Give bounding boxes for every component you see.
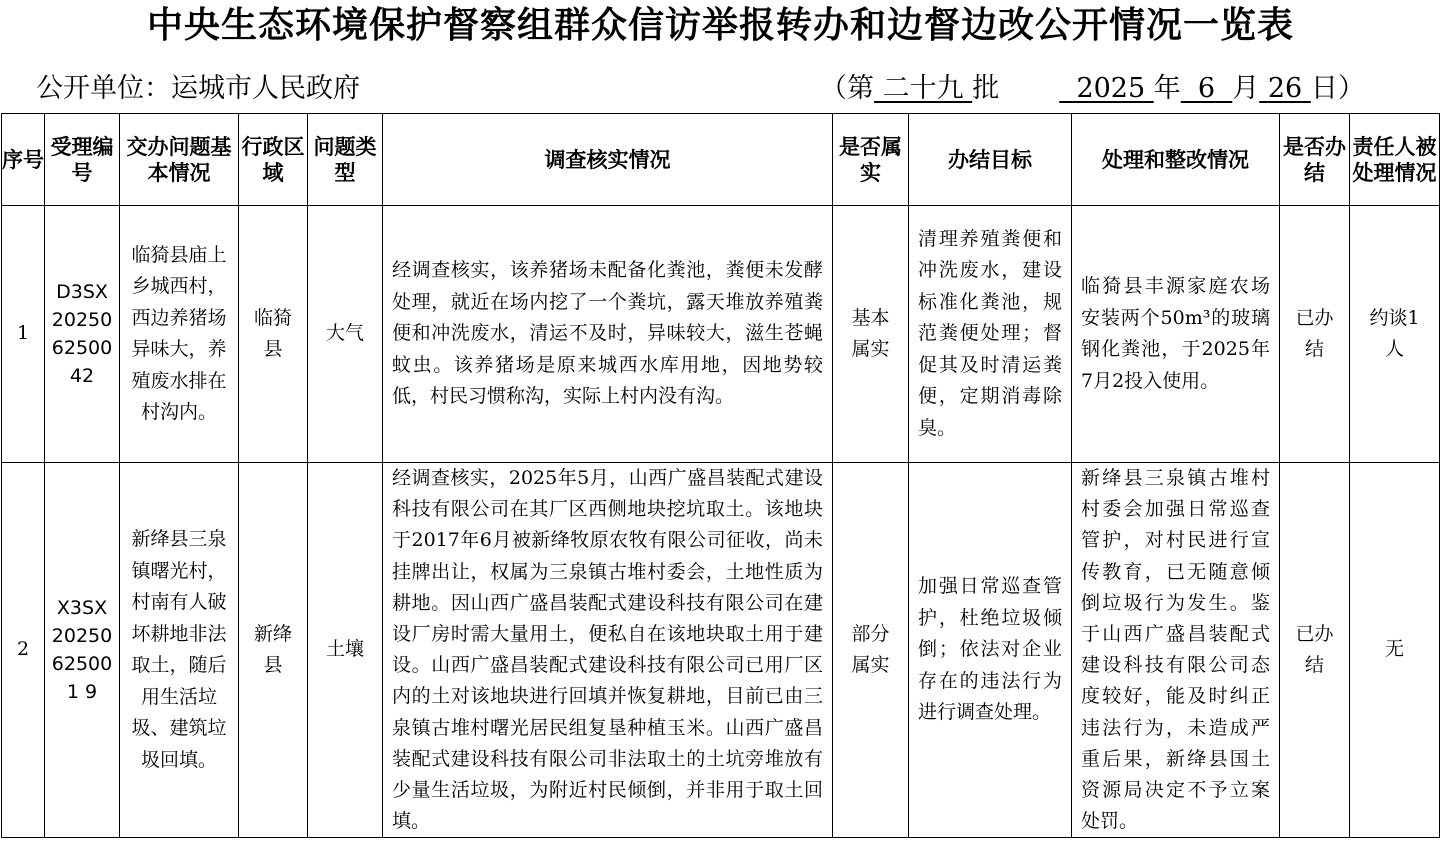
- cell-punish: 约谈1人: [1350, 206, 1440, 463]
- cell-issue: 临猗县庙上乡城西村，西边养猪场异味大，养殖废水排在村沟内。: [120, 206, 239, 463]
- cell-rectify: 新绛县三泉镇古堆村村委会加强日常巡查管护，对村民进行宣传教育，已无随意倾倒垃圾行为发生。鉴于山西广盛昌装配式建设科技有限公司态度较好，能及时纠正违法行为，未造成严重后果，新绛县国土资源局决定不予立案处罚。: [1072, 463, 1280, 838]
- cell-region: 临猗县: [239, 206, 308, 463]
- cell-type: 大气: [308, 206, 383, 463]
- date-year: 2025: [1076, 73, 1146, 104]
- header-region: 行政区域: [239, 114, 308, 206]
- header-issue: 交办问题基本情况: [120, 114, 239, 206]
- header-row: [2, 114, 1440, 206]
- cell-code: X3SX20250625001 9: [45, 463, 120, 838]
- cell-type: 土壤: [308, 463, 383, 838]
- cell-investigation: 经调查核实，2025年5月，山西广盛昌装配式建设科技有限公司在其厂区西侧地块挖坑取土。该地块于2017年6月被新绛牧原农牧有限公司征收，尚未挂牌出让，权属为三泉镇古堆村委会，土地性质为耕地。因山西广盛昌装配式建设科技有限公司在建设厂房时需大量用土，便私自在该地块取土用于建设。山西广盛昌装配式建设科技有限公司已用厂区内的土对该地块进行回填并恢复耕地，目前已由三泉镇古堆村曙光居民组复垦种植玉米。山西广盛昌装配式建设科技有限公司非法取土的土坑旁堆放有少量生活垃圾，为附近村民倾倒，并非用于取土回填。: [383, 463, 833, 838]
- header-investigation: 调查核实情况: [383, 114, 833, 206]
- header-no: 序号: [2, 114, 45, 206]
- date-day: 26: [1267, 73, 1303, 104]
- date-month: 6: [1197, 73, 1216, 104]
- cell-goal: 清理养殖粪便和冲洗废水，建设标准化粪池，规范粪便处理；督促其及时清运粪便，定期消毒除臭。: [909, 206, 1072, 463]
- header-code: 受理编号: [45, 114, 120, 206]
- publishing-unit: 公开单位：运城市人民政府: [36, 73, 360, 104]
- table-row: [2, 206, 1440, 463]
- year-word: 年: [1153, 73, 1181, 104]
- header-goal: 办结目标: [909, 114, 1072, 206]
- batch-date-line: [820, 71, 1365, 107]
- cell-no: 2: [2, 463, 45, 838]
- batch-word: 批: [972, 73, 1000, 104]
- cell-code: D3SX202506250042: [45, 206, 120, 463]
- batch-open: （第: [820, 73, 874, 104]
- cell-region: 新绛县: [239, 463, 308, 838]
- cell-closed: 已办结: [1280, 463, 1350, 838]
- cell-no: 1: [2, 206, 45, 463]
- page-title: 中央生态环境保护督察组群众信访举报转办和边督边改公开情况一览表: [146, 5, 1294, 46]
- cell-true: 基本属实: [833, 206, 909, 463]
- header-true: 是否属实: [833, 114, 909, 206]
- header-type: 问题类型: [308, 114, 383, 206]
- header-closed: 是否办结: [1280, 114, 1350, 206]
- cell-investigation: 经调查核实，该养猪场未配备化粪池，粪便未发酵处理，就近在场内挖了一个粪坑，露天堆放养殖粪便和冲洗废水，清运不及时，异味较大，滋生苍蝇蚊虫。该养猪场是原来城西水库用地，因地势较低，村民习惯称沟，实际上村内没有沟。: [383, 206, 833, 463]
- cell-punish: 无: [1350, 463, 1440, 838]
- table-row: [2, 463, 1440, 838]
- header-rectify: 处理和整改情况: [1072, 114, 1280, 206]
- cell-issue: 新绛县三泉镇曙光村，村南有人破坏耕地非法取土，随后用生活垃圾、建筑垃圾回填。: [120, 463, 239, 838]
- month-word: 月: [1232, 73, 1260, 104]
- cell-goal: 加强日常巡查管护，杜绝垃圾倾倒；依法对企业存在的违法行为进行调查处理。: [909, 463, 1072, 838]
- cell-closed: 已办结: [1280, 206, 1350, 463]
- petition-table: [1, 113, 1440, 838]
- day-word: 日）: [1310, 73, 1365, 104]
- header-punish: 责任人被处理情况: [1350, 114, 1440, 206]
- cell-rectify: 临猗县丰源家庭农场安装两个50m³的玻璃钢化粪池，于2025年7月2投入使用。: [1072, 206, 1280, 463]
- batch-number: 二十九: [882, 73, 964, 104]
- cell-true: 部分属实: [833, 463, 909, 838]
